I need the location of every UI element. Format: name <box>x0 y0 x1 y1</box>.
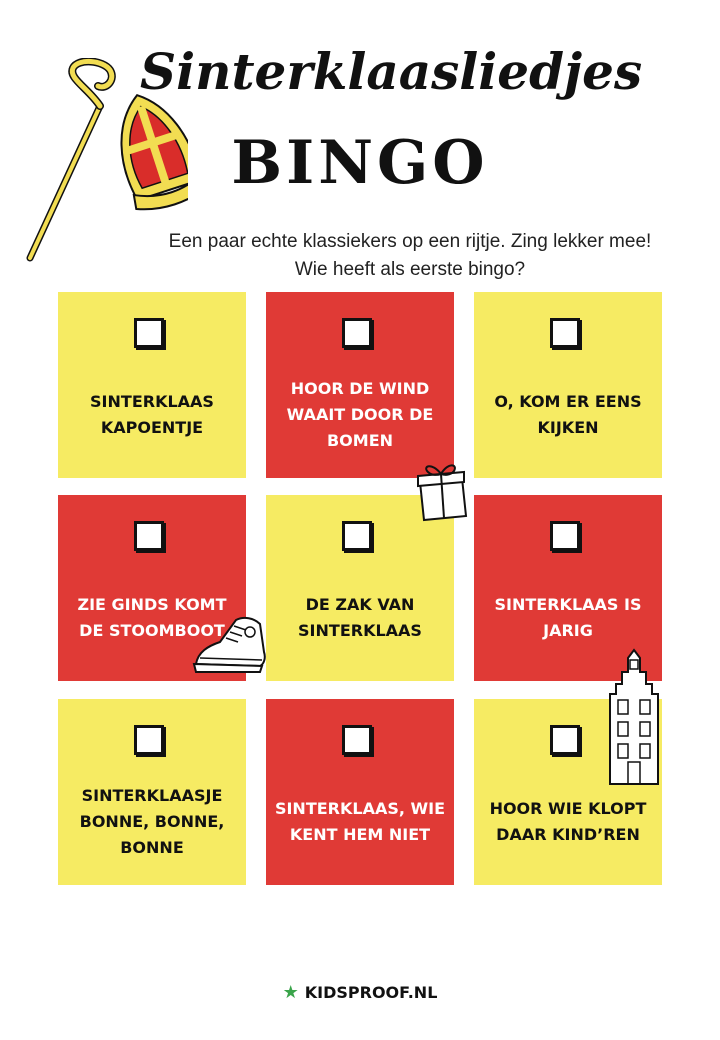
page-title: Sinterklaasliedjes <box>140 42 643 101</box>
song-title: SINTERKLAASJE BONNE, BONNE, BONNE <box>79 786 225 857</box>
intro-line-2: Wie heeft als eerste bingo? <box>294 259 526 280</box>
gift-icon <box>414 460 472 522</box>
song-title: HOOR WIE KLOPT DAAR KIND’REN <box>489 799 647 844</box>
bingo-cell[interactable] <box>58 292 246 478</box>
checkbox[interactable] <box>134 318 164 348</box>
bingo-cell[interactable] <box>266 699 454 885</box>
canal-house-icon <box>606 648 662 786</box>
intro-text <box>100 228 720 284</box>
checkbox[interactable] <box>550 521 580 551</box>
song-title: SINTERKLAAS IS JARIG <box>494 595 642 640</box>
song-title: SINTERKLAAS, WIE KENT HEM NIET <box>274 799 446 844</box>
page-subtitle-bingo: BINGO <box>231 128 489 198</box>
sneaker-icon <box>190 612 274 676</box>
brand-name: KIDSPROOF.NL <box>304 983 438 1002</box>
footer-brand[interactable] <box>0 982 720 1003</box>
checkbox[interactable] <box>342 318 372 348</box>
checkbox[interactable] <box>134 521 164 551</box>
bingo-cell[interactable] <box>58 699 246 885</box>
song-title: ZIE GINDS KOMT DE STOOMBOOT <box>77 595 227 640</box>
checkbox[interactable] <box>342 725 372 755</box>
checkbox[interactable] <box>550 725 580 755</box>
checkbox[interactable] <box>342 521 372 551</box>
checkbox[interactable] <box>134 725 164 755</box>
bingo-cell[interactable] <box>266 495 454 681</box>
song-title: SINTERKLAAS KAPOENTJE <box>90 392 214 437</box>
song-title: O, KOM ER EENS KIJKEN <box>494 392 642 437</box>
bingo-cell[interactable] <box>266 292 454 478</box>
bingo-cell[interactable] <box>474 292 662 478</box>
star-icon: ★ <box>282 982 299 1003</box>
checkbox[interactable] <box>550 318 580 348</box>
song-title: HOOR DE WIND WAAIT DOOR DE BOMEN <box>286 379 434 450</box>
song-title: DE ZAK VAN SINTERKLAAS <box>298 595 422 640</box>
intro-line-1: Een paar echte klassiekers op een rijtje. Zing lekker mee! <box>168 231 652 252</box>
